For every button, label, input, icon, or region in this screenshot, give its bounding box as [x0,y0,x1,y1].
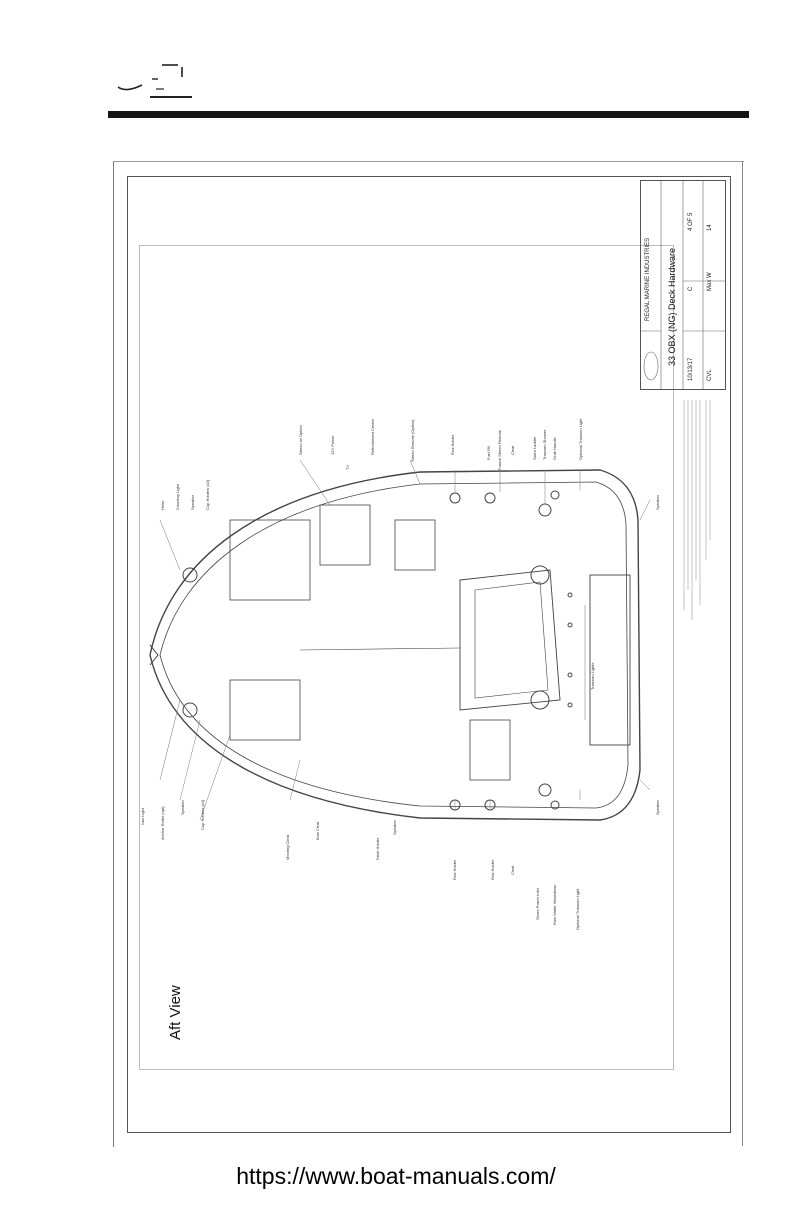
label-12v-power: 12V Power [330,435,335,455]
label-cup-holders: Cup Holders (x4) [200,799,205,830]
label-washdown: Raw Water Washdown [552,884,557,925]
label-shore-power: Shore Power Inlet [535,888,540,920]
source-url: https://www.boat-manuals.com/ [236,1163,556,1189]
label-rod-holder-2: Rod Holder [490,859,495,880]
label-transom-light-top: Optional Transom Light [578,418,583,460]
label-refreshment: Refreshment Center [370,418,375,455]
label-mooring-cleat: Mooring Cleat [285,835,290,860]
label-cleat-top: Cleat [510,445,515,455]
label-speaker-aft: Speaker [655,800,660,815]
label-speaker-aft-top: Speaker [655,495,660,510]
label-transom-lights: Transom Lights [590,662,595,690]
label-cup-holders-3: Cup Holders (x3) [205,479,210,510]
label-stereo-remote: Stereo Remote (Option) [410,419,415,462]
view-title: Aft View [167,985,184,1040]
label-fuel-fill: Fuel Fill [486,445,491,460]
label-drink-holder: Drink Holder [375,837,380,860]
label-grab-handle: Grab Handle [552,437,557,460]
drawing-date: 10/13/17 [688,357,694,381]
company-name: REGAL MARINE INDUSTRIES [645,237,651,321]
label-speaker: Speaker [180,800,185,815]
label-speaker-2: Speaker [392,820,397,835]
label-helm: Helm [160,500,165,510]
label-bow-cleat: Bow Cleat [315,821,320,840]
approved-by: Max W [707,272,713,291]
label-courtesy-light: Courtesy Light [175,484,180,510]
label-nav-light: Nav Light [140,808,145,825]
drawn-by: CVL [707,369,713,381]
label-transom-light: Optional Transom Light [575,888,580,930]
label-speaker-top: Speaker [190,495,195,510]
label-swim-ladder: Swim Ladder [532,436,537,460]
label-stereo: Stereo w/ Option [298,425,303,455]
label-cleat: Cleat [510,865,515,875]
label-tv: TV [345,464,350,470]
label-anchor-roller: Anchor Roller (opt) [160,806,165,840]
label-rod-holder-top: Rod Holder [450,434,455,455]
label-fusion-remote: Fusion Stereo Remote [497,429,502,470]
drawing-sheet-number: 4 OF 5 [688,212,694,231]
label-rod-holder: Rod Holder [452,859,457,880]
drawing-rev: C [688,286,694,291]
drawing-scale: 14 [707,224,713,231]
label-transom-shower: Transom Shower [542,429,547,460]
drawing-title: 33 OBX (NG) Deck Hardware [667,247,677,366]
